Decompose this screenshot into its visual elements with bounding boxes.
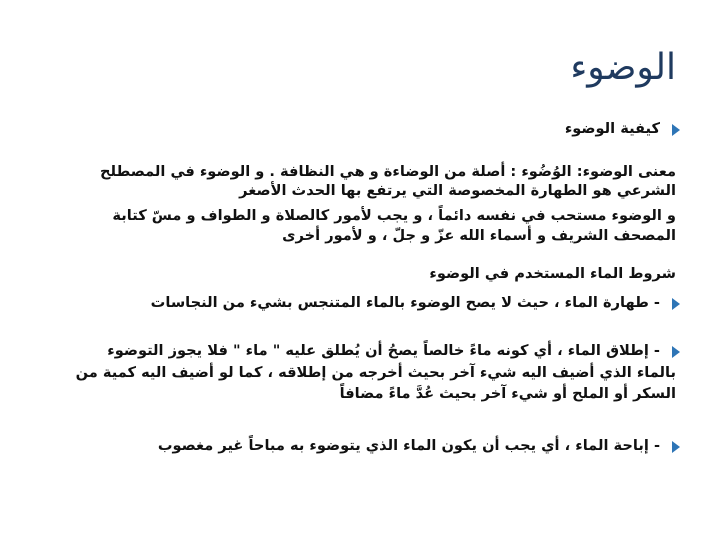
slide-title: الوضوء <box>570 47 676 88</box>
bullet-arrow-icon <box>672 124 680 136</box>
bullet-arrow-icon <box>672 298 680 310</box>
condition-absolute-line-2: بالماء الذي أضيف اليه شيء آخر بحيث أخرجه من إطلاقه ، كما لو أضيف اليه كمية من <box>75 364 676 381</box>
conditions-heading: شروط الماء المستخدم في الوضوء <box>429 265 676 282</box>
definition-line-1: معنى الوضوء: الوُضُوء : أصلة من الوضاءة و هي النظافة . و الوضوء في المصطلح <box>100 163 676 180</box>
bullet-arrow-icon <box>672 441 680 453</box>
condition-absolute-line-1: - إطلاق الماء ، أي كونه ماءً خالصاً يصحُ أن يُطلق عليه " ماء " فلا يجوز التوضوء <box>107 342 660 359</box>
condition-permissibility: - إباحة الماء ، أي يجب أن يكون الماء الذي يتوضوء به مباحاً غير مغصوب <box>157 437 660 454</box>
definition-line-4: المصحف الشريف و أسماء الله عزّ و جلّ ، و لأمور أخرى <box>282 227 676 244</box>
bullet-arrow-icon <box>672 346 680 358</box>
definition-line-3: و الوضوء مستحب في نفسه دائماً ، و يجب لأمور كالصلاة و الطواف و مسّ كتابة <box>112 207 676 224</box>
condition-absolute-line-3: السكر أو الملح أو شيء آخر بحيث عُدَّ ماءً مضافاً <box>339 385 676 402</box>
definition-line-2: الشرعي هو الطهارة المخصوصة التي يرتفع بها الحدث الأصغر <box>239 182 676 199</box>
bullet-how-to-wudu: كيفية الوضوء <box>564 120 660 137</box>
condition-purity: - طهارة الماء ، حيث لا يصح الوضوء بالماء المتنجس بشيء من النجاسات <box>150 294 660 311</box>
